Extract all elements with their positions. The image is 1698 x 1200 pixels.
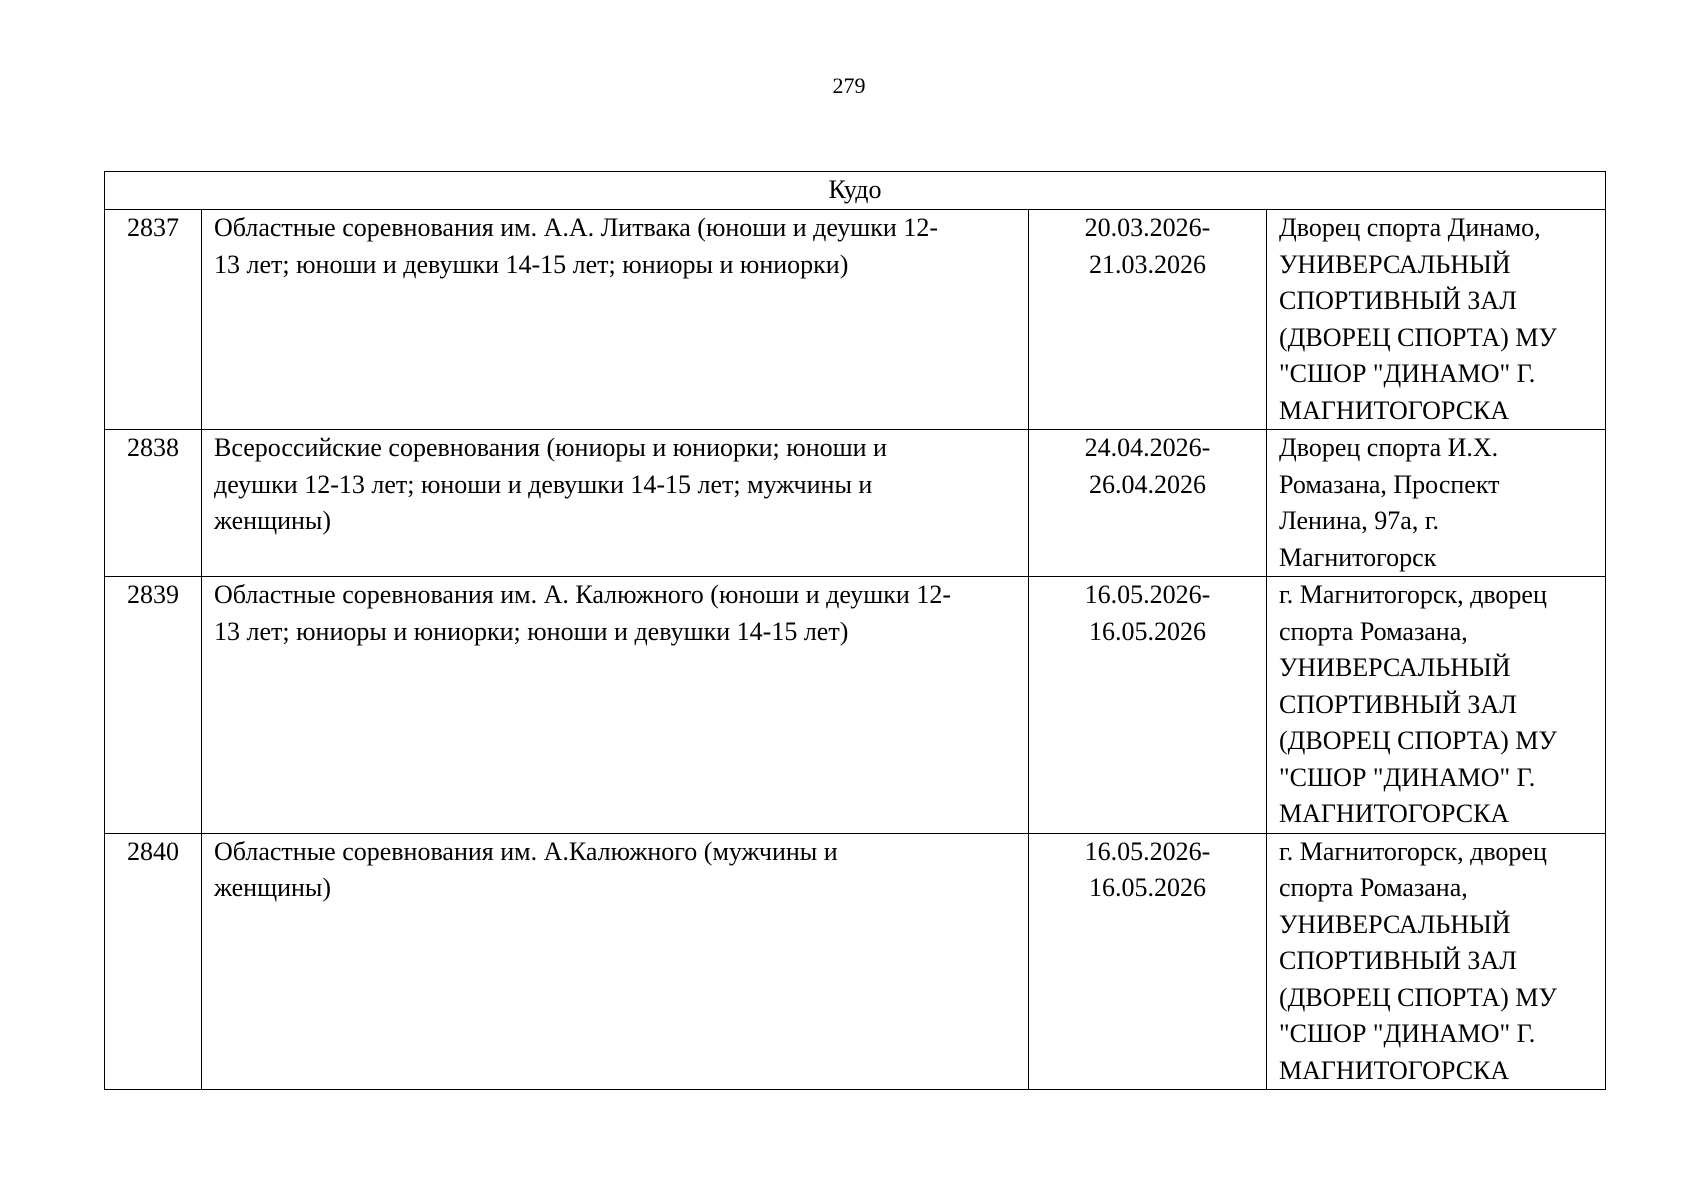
event-dates: 16.05.2026- 16.05.2026 (1029, 833, 1267, 1090)
section-title: Кудо (105, 172, 1606, 210)
event-name: Областные соревнования им. А.Калюжного (мужчины и женщины) (202, 833, 1029, 1090)
event-name: Областные соревнования им. А. Калюжного (юноши и деушки 12- 13 лет; юниоры и юниорки; юноши и девушки 14-15 лет) (202, 577, 1029, 834)
table-row (105, 210, 1606, 430)
event-name: Всероссийские соревнования (юниоры и юниорки; юноши и деушки 12-13 лет; юноши и девушки 14-15 лет; мужчины и женщины) (202, 430, 1029, 577)
event-dates: 24.04.2026- 26.04.2026 (1029, 430, 1267, 577)
table-row (105, 833, 1606, 1090)
event-name: Областные соревнования им. А.А. Литвака (юноши и деушки 12- 13 лет; юноши и девушки 14-15 лет; юниоры и юниорки) (202, 210, 1029, 430)
event-venue: г. Магнитогорск, дворец спорта Ромазана, УНИВЕРСАЛЬНЫЙ СПОРТИВНЫЙ ЗАЛ (ДВОРЕЦ СПОРТА) МУ "СШОР "ДИНАМО" Г. МАГНИТОГОРСКА (1267, 833, 1606, 1090)
section-header-row (105, 172, 1606, 210)
event-number: 2838 (105, 430, 202, 577)
page-number: 279 (832, 73, 866, 98)
event-number: 2837 (105, 210, 202, 430)
table-row (105, 577, 1606, 834)
events-table (104, 171, 1606, 1090)
event-venue: г. Магнитогорск, дворец спорта Ромазана, УНИВЕРСАЛЬНЫЙ СПОРТИВНЫЙ ЗАЛ (ДВОРЕЦ СПОРТА) МУ "СШОР "ДИНАМО" Г. МАГНИТОГОРСКА (1267, 577, 1606, 834)
table-row (105, 430, 1606, 577)
event-dates: 20.03.2026- 21.03.2026 (1029, 210, 1267, 430)
event-venue: Дворец спорта Динамо, УНИВЕРСАЛЬНЫЙ СПОРТИВНЫЙ ЗАЛ (ДВОРЕЦ СПОРТА) МУ "СШОР "ДИНАМО" Г. МАГНИТОГОРСКА (1267, 210, 1606, 430)
event-dates: 16.05.2026- 16.05.2026 (1029, 577, 1267, 834)
event-number: 2839 (105, 577, 202, 834)
event-venue: Дворец спорта И.Х. Ромазана, Проспект Ленина, 97а, г. Магнитогорск (1267, 430, 1606, 577)
event-number: 2840 (105, 833, 202, 1090)
